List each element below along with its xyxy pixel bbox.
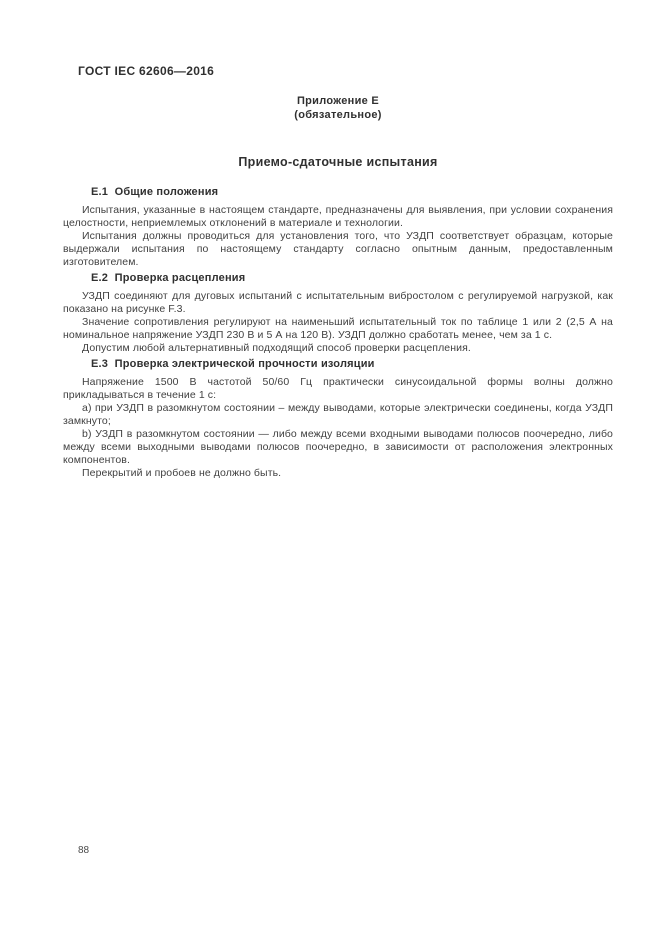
section-e2-heading: Е.2 Проверка расцепления xyxy=(91,272,246,284)
section-e3-list-item-b: b) УЗДП в разомкнутом состоянии — либо между всеми входными выводами полюсов поочередно, либо между всеми выходными выводами полюсов поочередно, в зависимости от расположения электронных компонентов. xyxy=(63,428,613,466)
document-title: Приемо-сдаточные испытания xyxy=(238,155,438,169)
section-e1-paragraph-1: Испытания, указанные в настоящем стандарте, предназначены для выявления, при условии сохранения целостности, неприемлемых отклонений в материале и технологии. xyxy=(63,204,613,229)
section-e1 xyxy=(63,186,613,269)
section-e2-paragraph-1: УЗДП соединяют для дуговых испытаний с испытательным вибростолом с регулируемой нагрузкой, как показано на рисунке F.3. xyxy=(63,290,613,315)
section-e3 xyxy=(63,358,613,480)
section-e2-paragraph-3: Допустим любой альтернативный подходящий способ проверки расцепления. xyxy=(82,342,471,354)
section-e3-heading: Е.3 Проверка электрической прочности изоляции xyxy=(91,358,375,370)
section-e3-paragraph-final: Перекрытий и пробоев не должно быть. xyxy=(82,467,282,479)
text-block xyxy=(63,0,613,480)
page-number: 88 xyxy=(78,845,90,856)
annex-block xyxy=(63,95,613,122)
annex-name: Приложение Е xyxy=(296,95,380,107)
running-header: ГОСТ IEC 62606—2016 xyxy=(78,64,215,78)
section-e2 xyxy=(63,272,613,355)
annex-obligation: (обязательное) xyxy=(294,108,382,121)
section-e3-list-item-a: a) при УЗДП в разомкнутом состоянии – между выводами, которые электрически соединены, когда УЗДП замкнуто; xyxy=(63,402,613,427)
section-e1-paragraph-2: Испытания должны проводиться для установления того, что УЗДП соответствует образцам, которые выдержали испытания по настоящему стандарту согласно опытным данным, предоставленным изготовителем. xyxy=(63,230,613,268)
section-e2-paragraph-2: Значение сопротивления регулируют на наименьший испытательный ток по таблице 1 или 2 (2,5 А на номинальное напряжение УЗДП 230 В и 5 А на 120 В). УЗДП должно сработать менее, чем за 1 с. xyxy=(63,316,613,341)
section-e1-heading: Е.1 Общие положения xyxy=(91,186,219,198)
section-e3-paragraph-1: Напряжение 1500 В частотой 50/60 Гц практически синусоидальной формы волны должно прикладываться в течение 1 с: xyxy=(63,376,613,401)
